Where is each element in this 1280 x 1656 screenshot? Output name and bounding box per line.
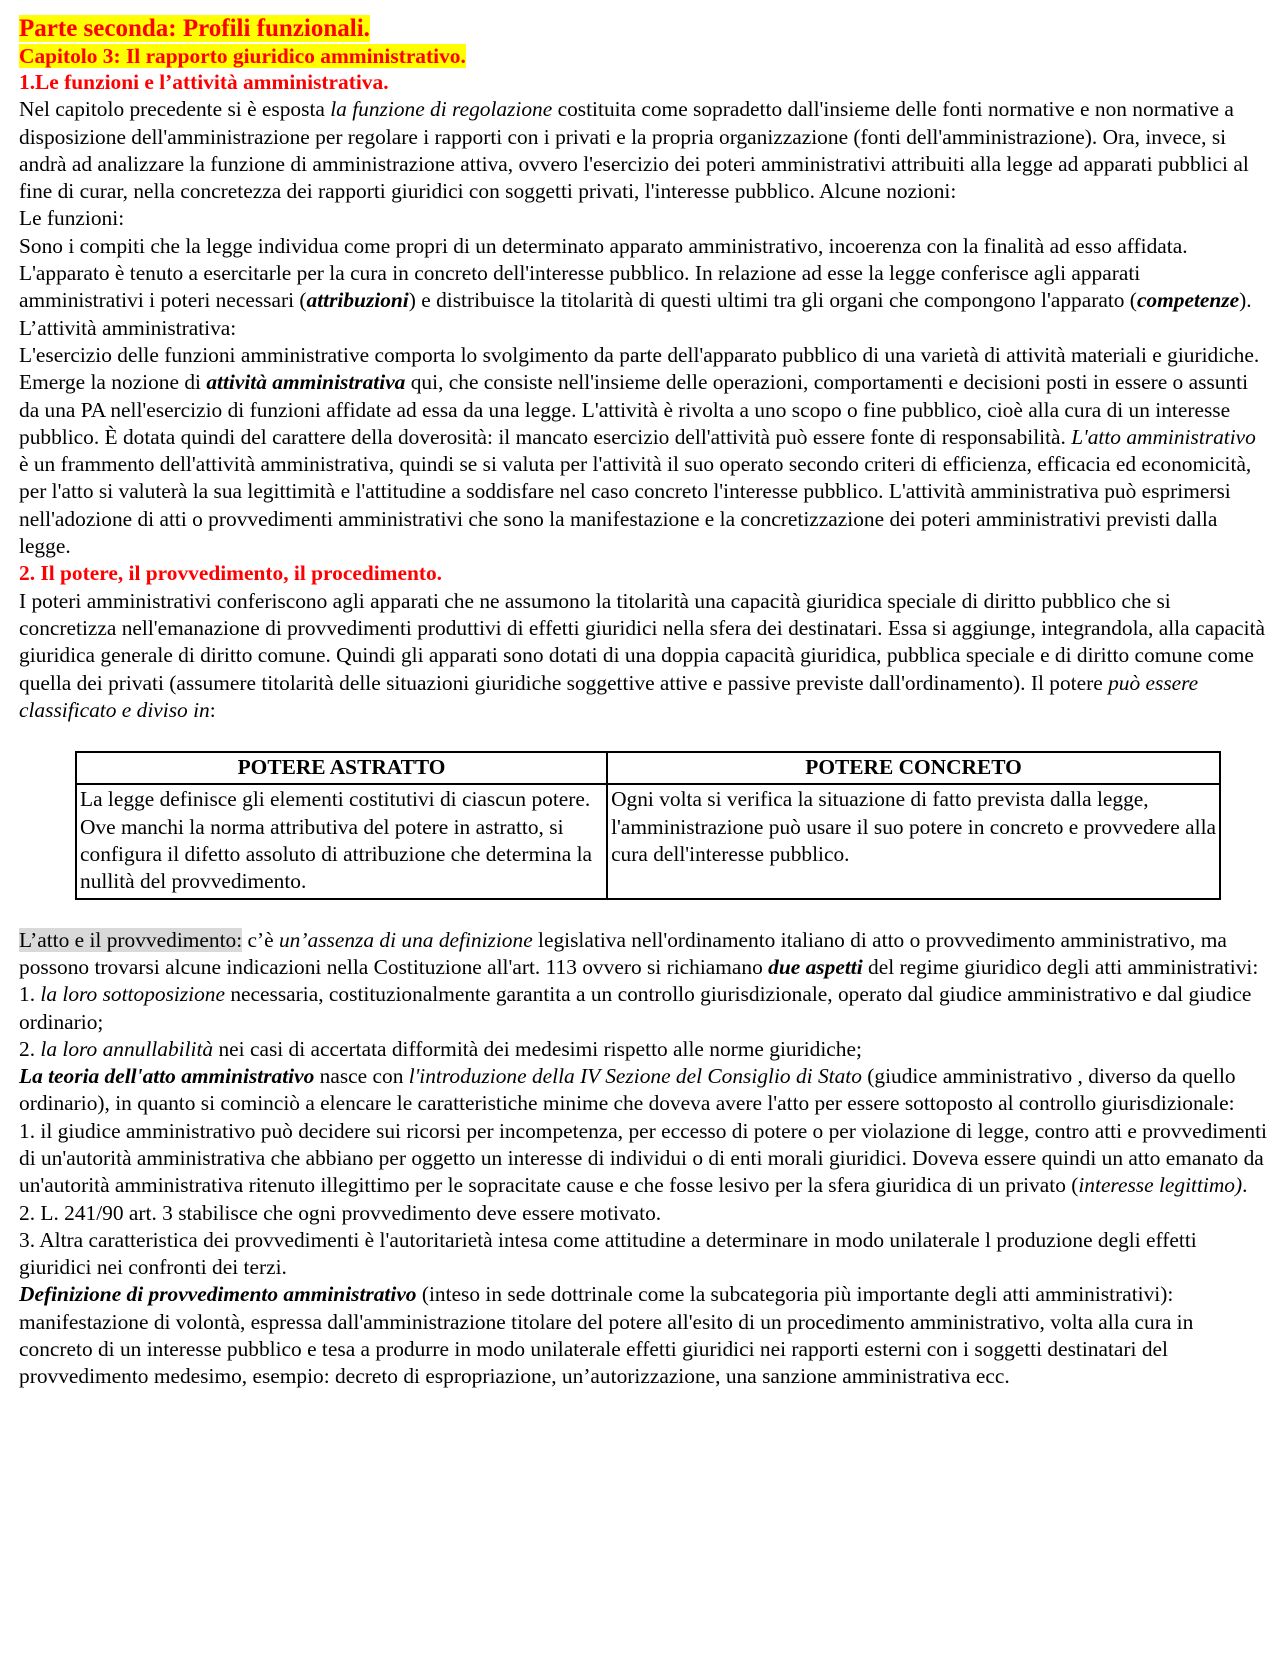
emphasis-regolazione: la funzione di regolazione: [330, 97, 553, 122]
text-run: c’è: [242, 927, 279, 952]
section-1-intro: [19, 96, 1267, 205]
list-item: 2. L. 241/90 art. 3 stabilisce che ogni provvedimento deve essere motivato.: [19, 1200, 662, 1225]
header-potere-astratto: POTERE ASTRATTO: [76, 752, 607, 784]
chapter-title: [19, 43, 1267, 69]
text-run: I poteri amministrativi conferiscono agli apparati che ne assumono la titolarità una capacità giuridica speciale di diritto pubblico che si concretizza nell'emanazione di provvedimenti produttivi di effetti giuridici nella sfera dei destinatari. Essa si aggiunge, integrandola, alla capacità giuridica generale di diritto comune. Quindi gli apparati sono dotati di una doppia capacità giuridica, pubblica speciale e di diritto comune come quella dei privati (assumere titolarità delle situazioni giuridiche soggettive attive e passive previste dall'ordinamento). Il potere: [19, 588, 1266, 695]
text-run: Sono i compiti che la legge individua come propri di un determinato apparato amministrativo, incoerenza con la finalità ad esso affidata. L'apparato è tenuto a esercitarle per la cura in concreto dell'interesse pubblico. In relazione ad esse la legge conferisce agli apparati amministrativi i poteri necessari (: [19, 233, 1188, 313]
chapter-title-text: Capitolo 3: Il rapporto giuridico amministrativo.: [19, 44, 466, 68]
text-run: 1. il giudice amministrativo può decidere sui ricorsi per incompetenza, per eccesso di potere o per violazione di legge, contro atti e provvedimenti di un'autorità amministrativa che abbiano per oggetto un interesse di individui o di enti morali giuridici. Doveva essere quindi un atto emanato da un'autorità amministrativa ritenuto illegittimo per le sopracitate cause e che fosse lesivo per la sfera giuridica di un privato (: [19, 1118, 1267, 1198]
part-title-text: Parte seconda: Profili funzionali.: [19, 15, 370, 42]
text-run: Nel capitolo precedente si è esposta: [19, 97, 331, 122]
text-run: legislativa nell'ordinamento italiano di atto o provvedimento amministrativo, ma possono trovarsi alcune indicazioni nella Costituzione all'art. 113 ovvero si richiamano: [19, 927, 1227, 979]
text-run: nasce con: [314, 1064, 409, 1089]
list-number: 2.: [19, 1036, 41, 1061]
text-run: qui, che consiste nell'insieme delle operazioni, comportamenti e decisioni posti in essere o assunti da una PA nell'esercizio di funzioni affidate ad essa da una legge. L'attività è rivolta a uno scopo o fine pubblico, cioè alla cura di un interesse pubblico. È dotata quindi del carattere della doverosità: il mancato esercizio dell'attività può essere fonte di responsabilità.: [19, 370, 1249, 449]
term-teoria-atto: La teoria dell'atto amministrativo: [19, 1064, 315, 1089]
table-row: [76, 784, 1220, 898]
text-run: :: [209, 697, 216, 722]
list-number: 1.: [19, 982, 41, 1007]
emphasis-classificato: può essere classificato e diviso in: [19, 670, 1199, 722]
term-competenze: competenze: [1136, 288, 1240, 313]
document-page: [19, 14, 1267, 1391]
attivita-heading: L’attività amministrativa:: [19, 315, 237, 340]
list-item: [19, 1036, 1267, 1063]
section-2-intro: [19, 588, 1267, 724]
emphasis-assenza: un’assenza di una definizione: [278, 927, 533, 952]
definizione-paragraph: [19, 1281, 1267, 1390]
text-run: necessaria, costituzionalmente garantita a un controllo giurisdizionale, operato dal giudice amministrativo e dal giudice ordinario;: [19, 982, 1252, 1034]
text-run: (inteso in sede dottrinale come la subcategoria più importante degli atti amministrativi): manifestazione di volontà, espressa dall'amministrazione titolare del potere all'esito di un procedimento amministrativo, volta alla cura in concreto di un interesse pubblico e tesa a produrre in modo unilaterale effetti giuridici nei rapporti esterni con i soggetti destinatari del provvedimento medesimo, esempio: decreto di espropriazione, un’autorizzazione, una sanzione amministrativa ecc.: [19, 1282, 1194, 1389]
attivita-paragraph: [19, 342, 1267, 560]
atto-label: L’atto e il provvedimento:: [19, 927, 243, 952]
funzioni-paragraph: [19, 233, 1267, 315]
list-item: 3. Altra caratteristica dei provvedimenti è l'autoritarietà intesa come attitudine a determinare in modo unilaterale l produzione degli effetti giuridici nei confronti dei terzi.: [19, 1227, 1197, 1280]
section-2-title: 2. Il potere, il provvedimento, il procedimento.: [19, 561, 443, 586]
emphasis-sottoposizione: la loro sottoposizione: [40, 982, 225, 1007]
term-definizione-provvedimento: Definizione di provvedimento amministrativo: [19, 1282, 417, 1307]
term-attivita-amministrativa: attività amministrativa: [206, 370, 406, 395]
emphasis-annullabilita: la loro annullabilità: [40, 1036, 214, 1061]
text-run: L'esercizio delle funzioni amministrative comporta lo svolgimento da parte dell'apparato pubblico di una varietà di attività materiali e giuridiche. Emerge la nozione di: [19, 342, 1260, 395]
powers-table-wrapper: [75, 751, 1267, 899]
list-item: [19, 1118, 1267, 1200]
cell-potere-concreto: Ogni volta si verifica la situazione di fatto prevista dalla legge, l'amministrazione può usare il suo potere in concreto e provvedere alla cura dell'interesse pubblico.: [607, 784, 1220, 898]
part-title: [19, 14, 1267, 43]
text-run: costituita come sopradetto dall'insieme delle fonti normative e non normative a disposizione dell'amministrazione per regolare i rapporti con i privati e la propria organizzazione (fonti dell'amministrazione). Ora, invece, si andrà ad analizzare la funzione di amministrazione attiva, ovvero l'esercizio dei poteri amministrativi attribuiti alla legge ad apparati pubblici al fine di curar, nella concretezza dei rapporti giuridici con soggetti privati, l'interesse pubblico. Alcune nozioni:: [19, 97, 1249, 204]
section-1-title: 1.Le funzioni e l’attività amministrativa.: [19, 70, 389, 94]
teoria-paragraph: [19, 1063, 1267, 1118]
text-run: ) e distribuisce la titolarità di questi ultimi tra gli organi che compongono l'apparato (: [408, 288, 1137, 313]
text-run: ).: [1239, 288, 1252, 313]
emphasis-interesse-legittimo: interesse legittimo): [1078, 1173, 1243, 1198]
emphasis-iv-sezione: l'introduzione della IV Sezione del Consiglio di Stato: [408, 1064, 862, 1089]
table-header-row: [76, 752, 1220, 784]
text-run: è un frammento dell'attività amministrativa, quindi se si valuta per l'attività il suo operato secondo criteri di efficienza, efficacia ed economicità, per l'atto si valuterà la sua legittimità e l'attitudine a soddisfare nel caso concreto l'interesse pubblico. L'attività amministrativa può esprimersi nell'adozione di atti o provvedimenti amministrativi che sono la manifestazione e la concretizzazione dei poteri amministrativi previsti dalla legge.: [19, 452, 1252, 559]
list-item: [19, 981, 1267, 1036]
term-due-aspetti: due aspetti: [768, 954, 863, 979]
text-run: (giudice amministrativo , diverso da quello ordinario), in quanto si cominciò a elencare le caratteristiche minime che doveva avere l'atto per essere sottoposto al controllo giurisdizionale:: [19, 1064, 1236, 1116]
powers-table: [75, 751, 1221, 899]
text-run: del regime giuridico degli atti amministrativi:: [862, 954, 1259, 979]
atto-paragraph: [19, 927, 1267, 982]
cell-potere-astratto: La legge definisce gli elementi costitutivi di ciascun potere. Ove manchi la norma attributiva del potere in astratto, si configura il difetto assoluto di attribuzione che determina la nullità del provvedimento.: [76, 784, 607, 898]
funzioni-heading: Le funzioni:: [19, 206, 125, 231]
emphasis-atto-amministrativo: L'atto amministrativo: [1071, 424, 1256, 449]
text-run: .: [1242, 1173, 1248, 1198]
text-run: nei casi di accertata difformità dei medesimi rispetto alle norme giuridiche;: [213, 1036, 862, 1061]
header-potere-concreto: POTERE CONCRETO: [607, 752, 1220, 784]
term-attribuzioni: attribuzioni: [306, 288, 409, 313]
